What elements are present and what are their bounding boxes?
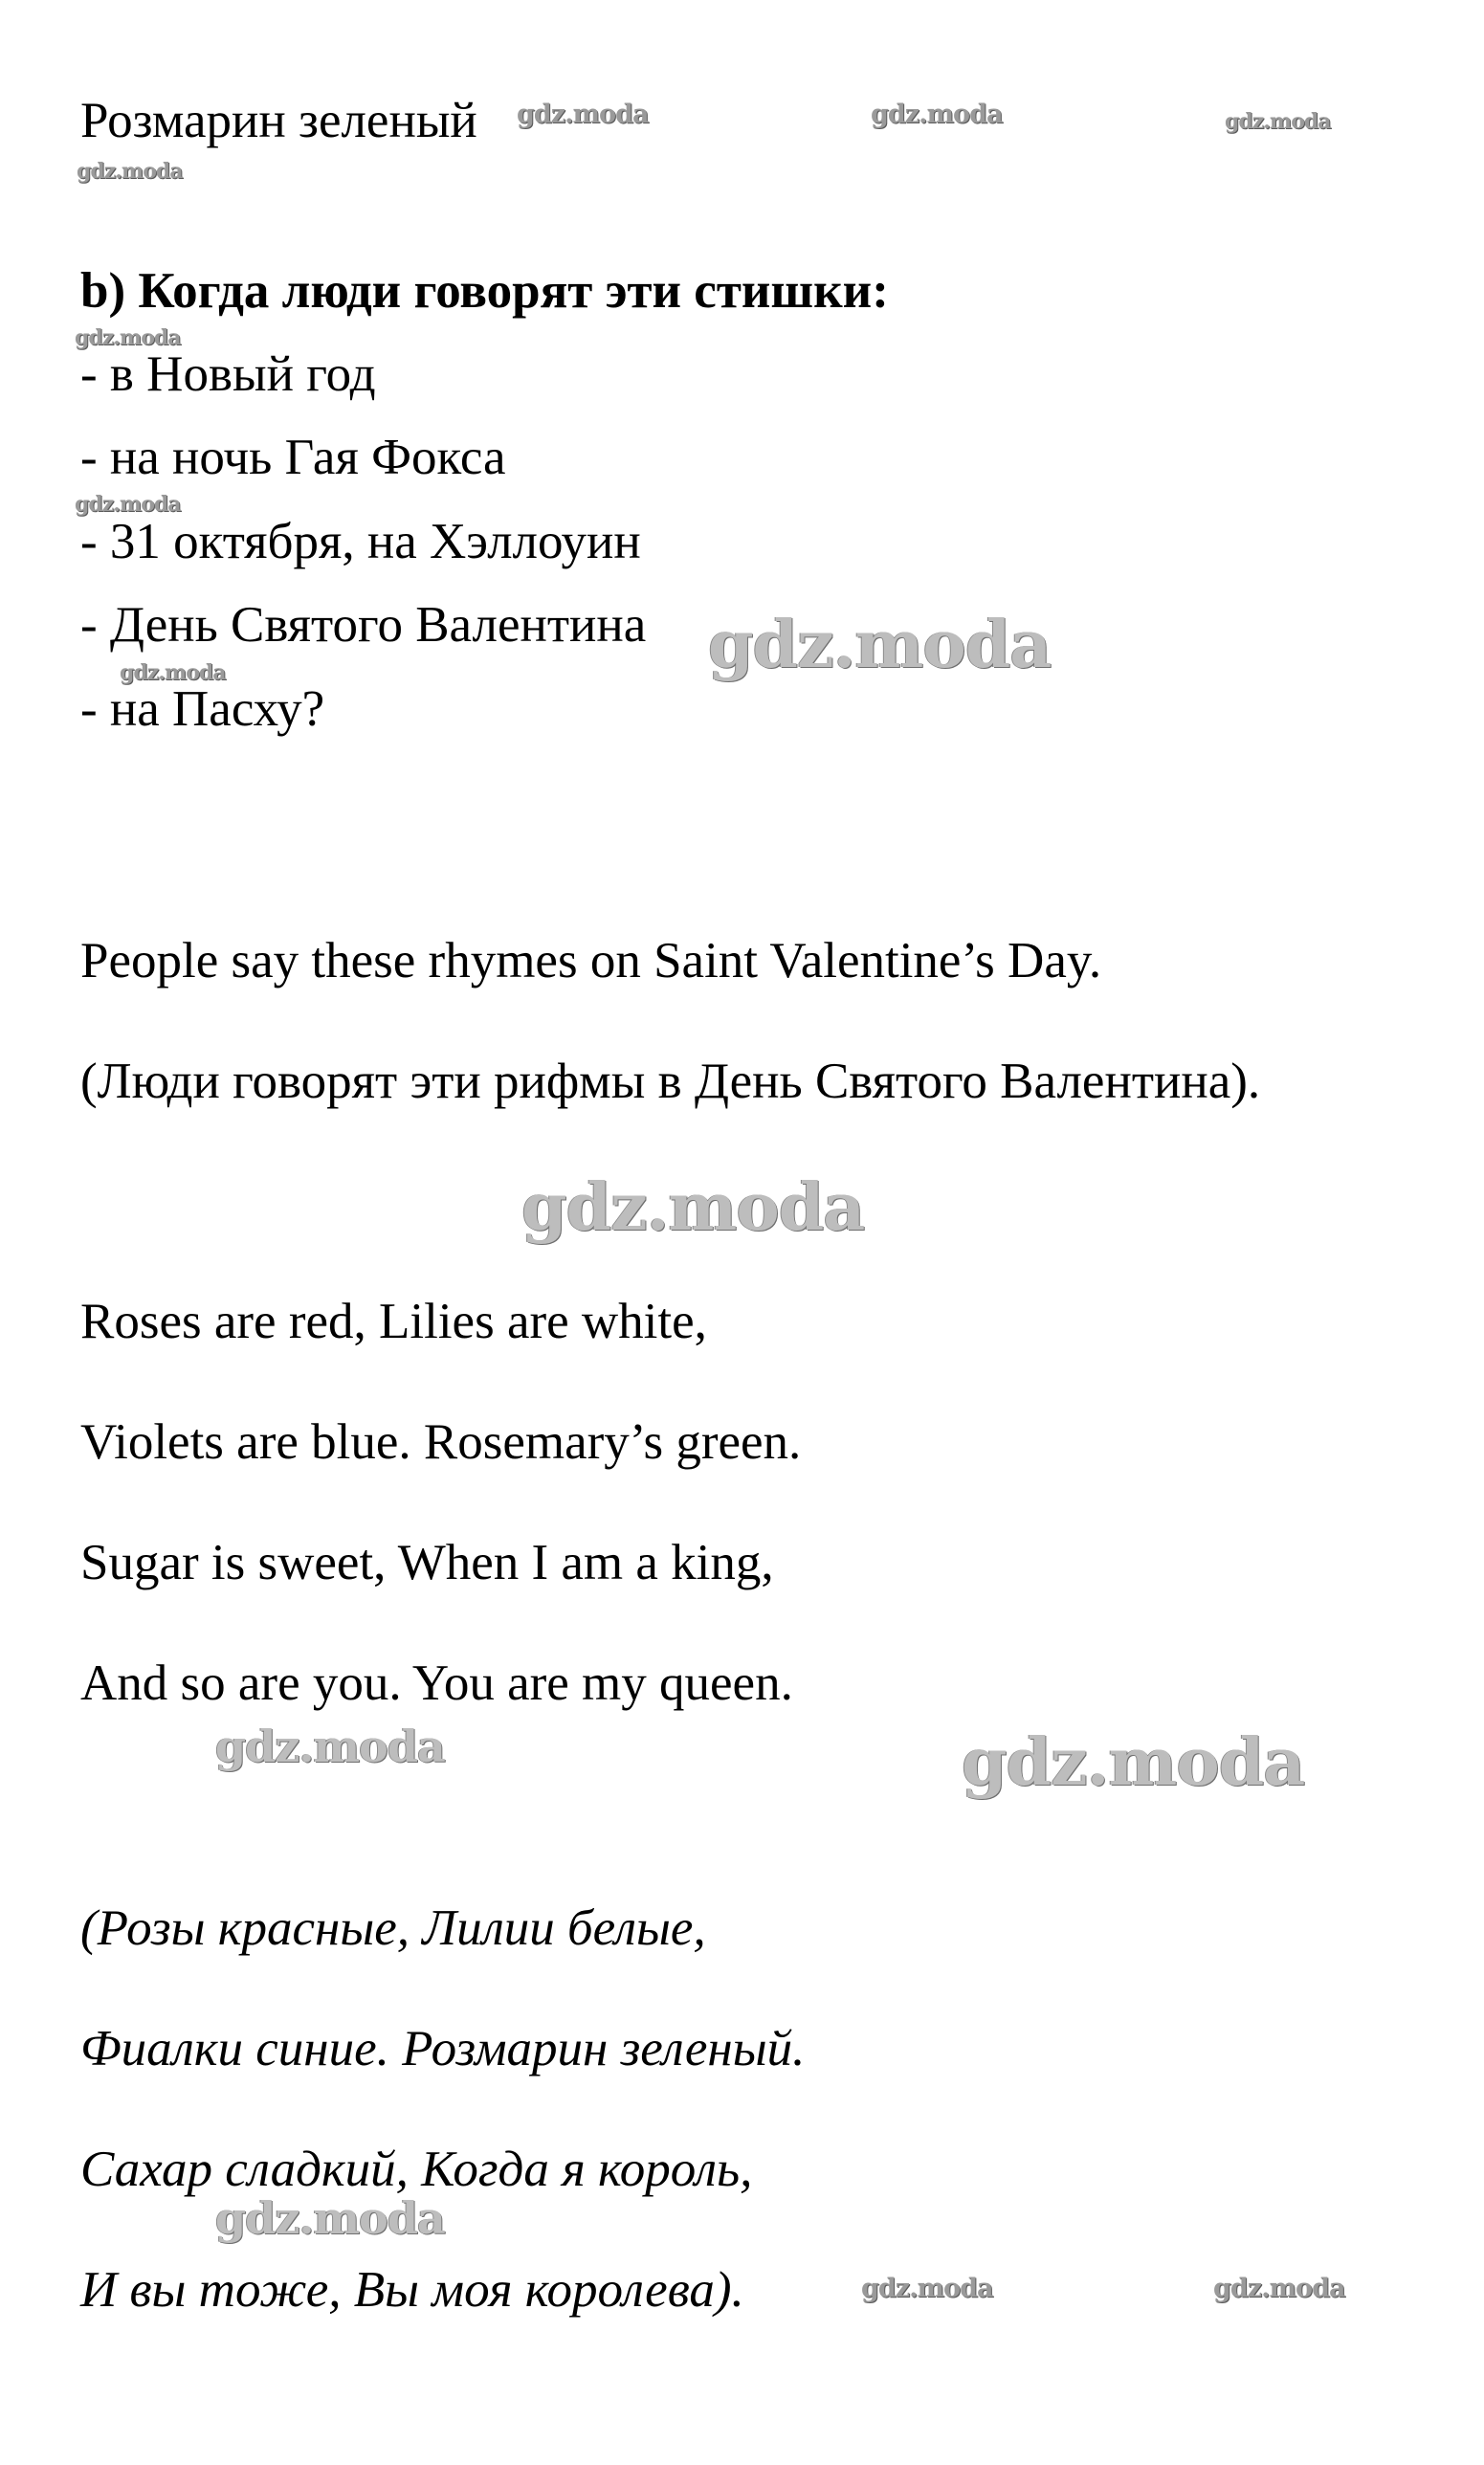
watermark: gdz.moda: [215, 1721, 445, 1772]
poem-line-english: Roses are red, Lilies are white,: [80, 1294, 707, 1349]
answer-russian: (Люди говорят эти рифмы в День Святого Валентина).: [80, 1054, 1261, 1109]
watermark: gdz.moda: [861, 2274, 993, 2303]
watermark: gdz.moda: [871, 100, 1003, 129]
option-item: - в Новый год: [80, 346, 376, 402]
watermark: gdz.moda: [77, 159, 183, 184]
poem-line-russian: Фиалки синие. Розмарин зеленый.: [80, 2021, 806, 2076]
watermark: gdz.moda: [517, 100, 649, 129]
poem-line-russian: И вы тоже, Вы моя королева).: [80, 2262, 744, 2318]
question-heading: b) Когда люди говорят эти стишки:: [80, 263, 889, 319]
poem-line-english: And so are you. You are my queen.: [80, 1655, 793, 1711]
poem-line-russian: (Розы красные, Лилии белые,: [80, 1900, 706, 1956]
option-item: - на Пасху?: [80, 681, 325, 737]
watermark: gdz.moda: [120, 660, 226, 685]
option-item: - на ночь Гая Фокса: [80, 430, 506, 485]
watermark: gdz.moda: [75, 325, 181, 350]
option-item: - 31 октября, на Хэллоуин: [80, 514, 641, 569]
watermark: gdz.moda: [1225, 109, 1331, 134]
watermark: gdz.moda: [521, 1169, 865, 1246]
watermark: gdz.moda: [1213, 2274, 1345, 2303]
watermark: gdz.moda: [708, 607, 1052, 683]
poem-line-russian: Сахар сладкий, Когда я король,: [80, 2142, 753, 2197]
poem-line-english: Sugar is sweet, When I am a king,: [80, 1535, 774, 1590]
top-line: Розмарин зеленый: [80, 93, 477, 148]
option-item: - День Святого Валентина: [80, 597, 647, 653]
answer-english: People say these rhymes on Saint Valentine’s Day.: [80, 933, 1102, 988]
watermark: gdz.moda: [215, 2192, 445, 2244]
watermark: gdz.moda: [962, 1724, 1305, 1801]
poem-line-english: Violets are blue. Rosemary’s green.: [80, 1414, 802, 1470]
watermark: gdz.moda: [75, 492, 181, 517]
